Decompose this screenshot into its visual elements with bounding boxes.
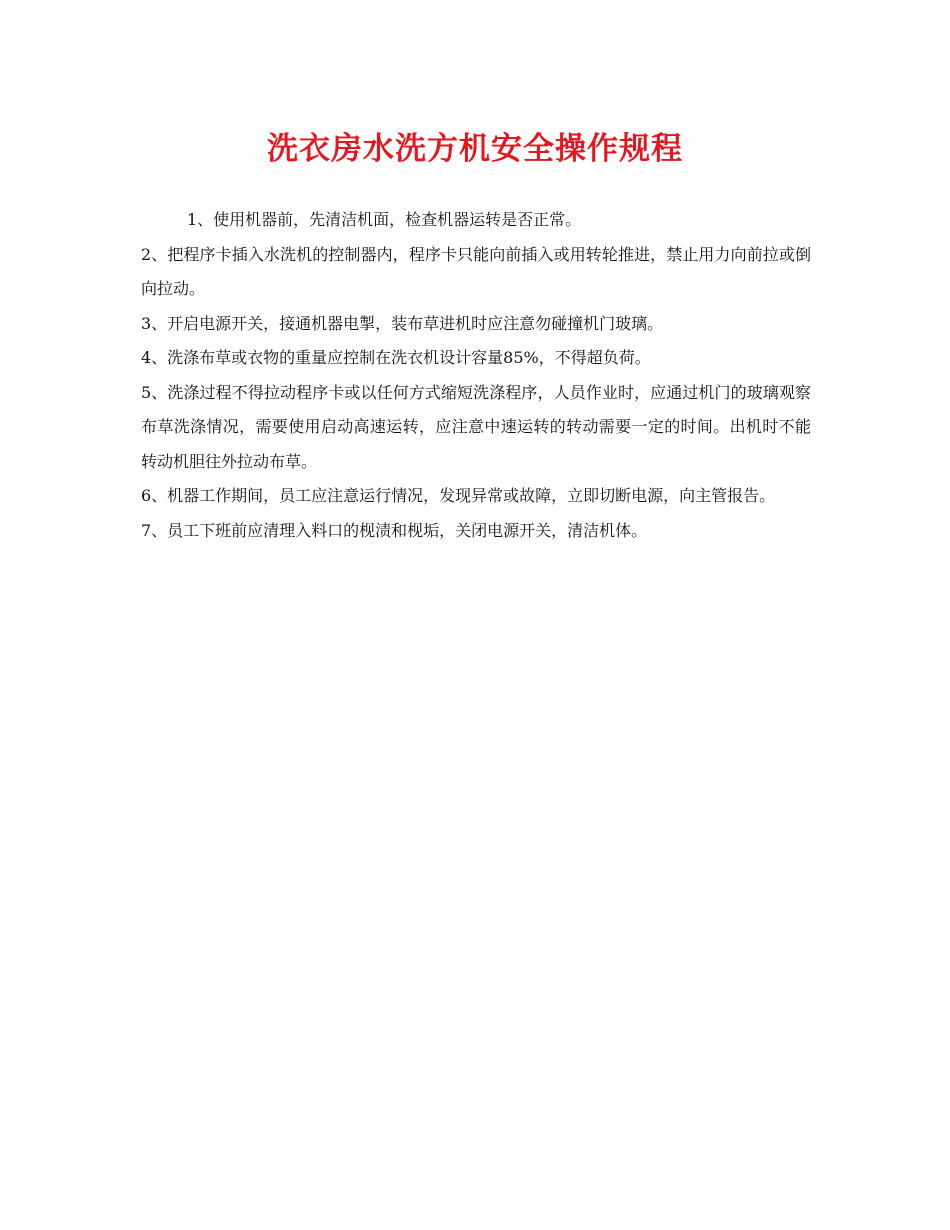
paragraph-7: 7、员工下班前应清理入料口的枧渍和枧垢，关闭电源开关，清洁机体。	[141, 520, 648, 540]
paragraph-2: 2、把程序卡插入水洗机的控制器内，程序卡只能向前插入或用转轮推进，禁止用力向前拉或倒向拉动。	[141, 244, 811, 298]
paragraph-1: 1、使用机器前，先清洁机面，检查机器运转是否正常。	[187, 210, 582, 229]
paragraph-4: 4、洗涤布草或衣物的重量应控制在洗衣机设计容量85%，不得超负荷。	[141, 348, 651, 367]
paragraph-6: 6、机器工作期间，员工应注意运行情况，发现异常或故障，立即切断电源，向主管报告。	[141, 486, 776, 505]
page-title: 洗衣房水洗方机安全操作规程	[267, 131, 683, 167]
paragraph-5: 5、洗涤过程不得拉动程序卡或以任何方式缩短洗涤程序，人员作业时，应通过机门的玻璃观察布草洗涤情况，需要使用启动高速运转，应注意中速运转的转动需要一定的时间。出机时不能转动机胆往外拉动布草。	[141, 382, 811, 471]
paragraph-3: 3、开启电源开关，接通机器电掣，装布草进机时应注意勿碰撞机门玻璃。	[141, 313, 664, 333]
document-body	[141, 203, 811, 548]
